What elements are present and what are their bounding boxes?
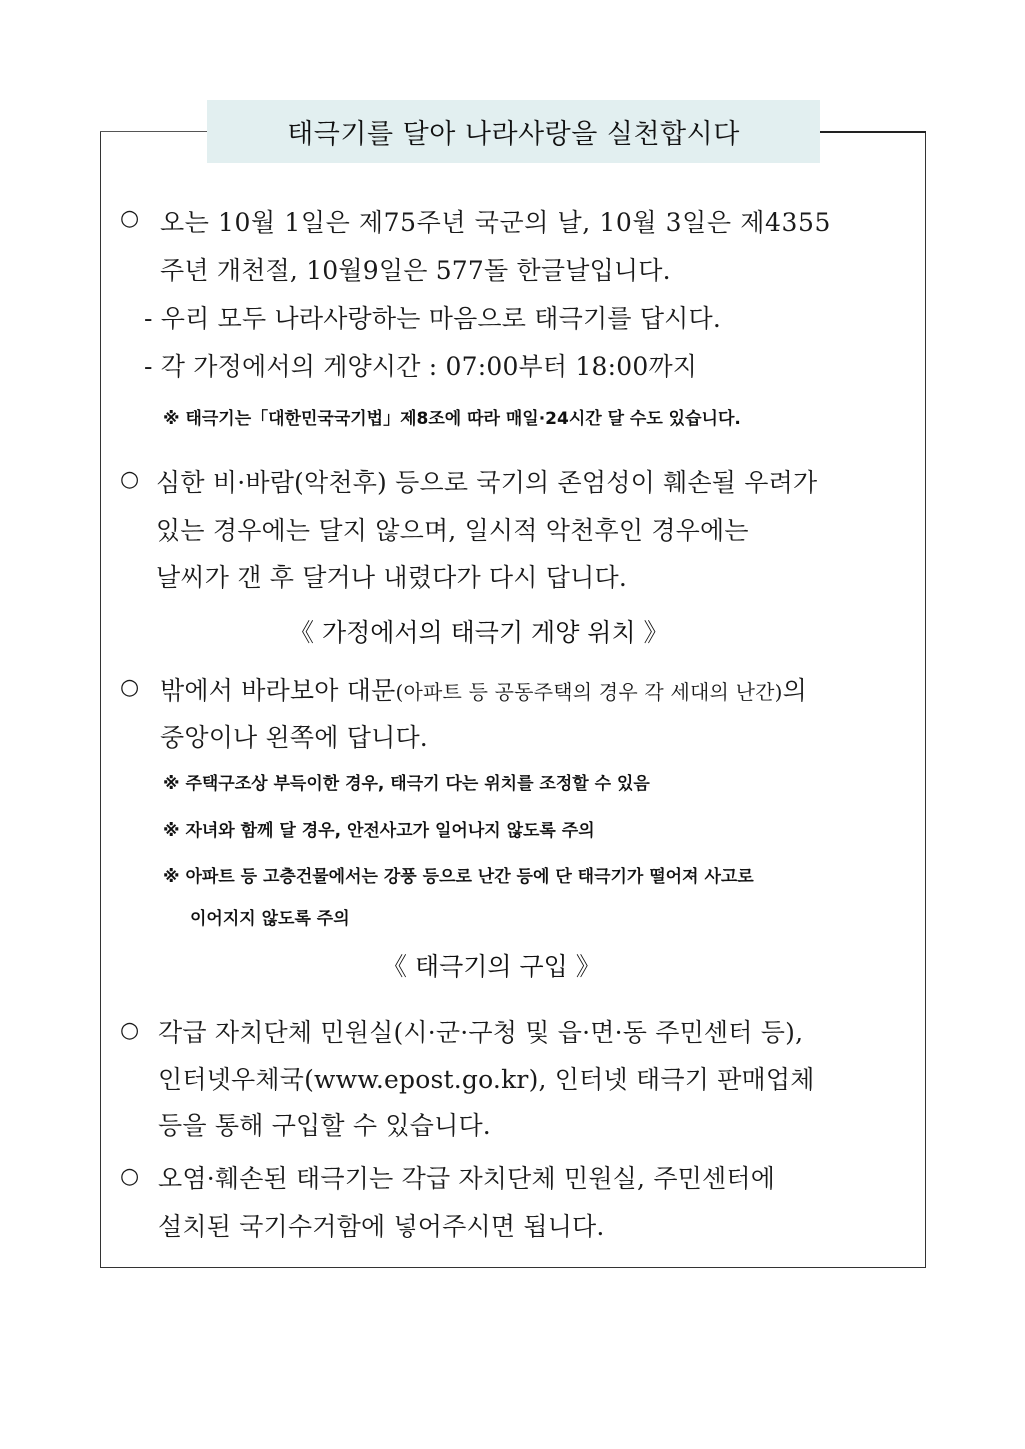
section4-line2: 인터넷우체국(www.epost.go.kr), 인터넷 태극기 판매업체 bbox=[158, 1065, 815, 1094]
section1-line2: 주년 개천절, 10월9일은 577돌 한글날입니다. bbox=[160, 256, 671, 285]
heading-flag-position: 《 가정에서의 태극기 게양 위치 》 bbox=[289, 618, 669, 647]
bullet-circle-2: ○ bbox=[120, 467, 140, 492]
section2-line2: 있는 경우에는 달지 않으며, 일시적 악천후인 경우에는 bbox=[156, 516, 749, 545]
section3-note1: ※ 주택구조상 부득이한 경우, 태극기 다는 위치를 조정할 수 있음 bbox=[163, 774, 650, 794]
section1-line1: 오는 10월 1일은 제75주년 국군의 날, 10월 3일은 제4355 bbox=[160, 208, 831, 237]
section3-line1-main: 밖에서 바라보아 대문 bbox=[160, 676, 396, 705]
heading-flag-purchase: 《 태극기의 구입 》 bbox=[382, 952, 601, 981]
section2-line3: 날씨가 갠 후 달거나 내렸다가 다시 답니다. bbox=[156, 563, 627, 592]
section3-line1 bbox=[160, 671, 807, 707]
section5-line1: 오염·훼손된 태극기는 각급 자치단체 민원실, 주민센터에 bbox=[158, 1164, 776, 1193]
section3-note3b: 이어지지 않도록 주의 bbox=[190, 909, 350, 929]
section1-note: ※ 태극기는「대한민국국기법」제8조에 따라 매일·24시간 달 수도 있습니다. bbox=[163, 409, 741, 429]
section2-line1: 심한 비·바람(악천후) 등으로 국기의 존엄성이 훼손될 우려가 bbox=[156, 468, 818, 497]
section4-line3: 등을 통해 구입할 수 있습니다. bbox=[158, 1111, 491, 1140]
bullet-circle-5: ○ bbox=[120, 1164, 140, 1189]
section3-note3a: ※ 아파트 등 고층건물에서는 강풍 등으로 난간 등에 단 태극기가 떨어져 사고로 bbox=[163, 867, 754, 887]
page-title: 태극기를 달아 나라사랑을 실천합시다 bbox=[207, 100, 820, 163]
section3-line2: 중앙이나 왼쪽에 답니다. bbox=[160, 723, 428, 752]
section3-line1-paren: (아파트 등 공동주택의 경우 각 세대의 난간) bbox=[395, 680, 783, 704]
section3-note2: ※ 자녀와 함께 달 경우, 안전사고가 일어나지 않도록 주의 bbox=[163, 821, 595, 841]
section1-dash2: - 각 가정에서의 게양시간 : 07:00부터 18:00까지 bbox=[144, 352, 698, 381]
section3-line1-end: 의 bbox=[782, 676, 808, 705]
bullet-circle-4: ○ bbox=[120, 1018, 140, 1043]
frame-top-left-line bbox=[100, 131, 208, 132]
section5-line2: 설치된 국기수거함에 넣어주시면 됩니다. bbox=[158, 1212, 605, 1241]
frame-top-right-line bbox=[818, 131, 926, 133]
section4-line1: 각급 자치단체 민원실(시·군·구청 및 읍·면·동 주민센터 등), bbox=[158, 1018, 804, 1047]
bullet-circle-1: ○ bbox=[120, 206, 140, 231]
section1-dash1: - 우리 모두 나라사랑하는 마음으로 태극기를 답시다. bbox=[144, 304, 722, 333]
bullet-circle-3: ○ bbox=[120, 675, 140, 700]
